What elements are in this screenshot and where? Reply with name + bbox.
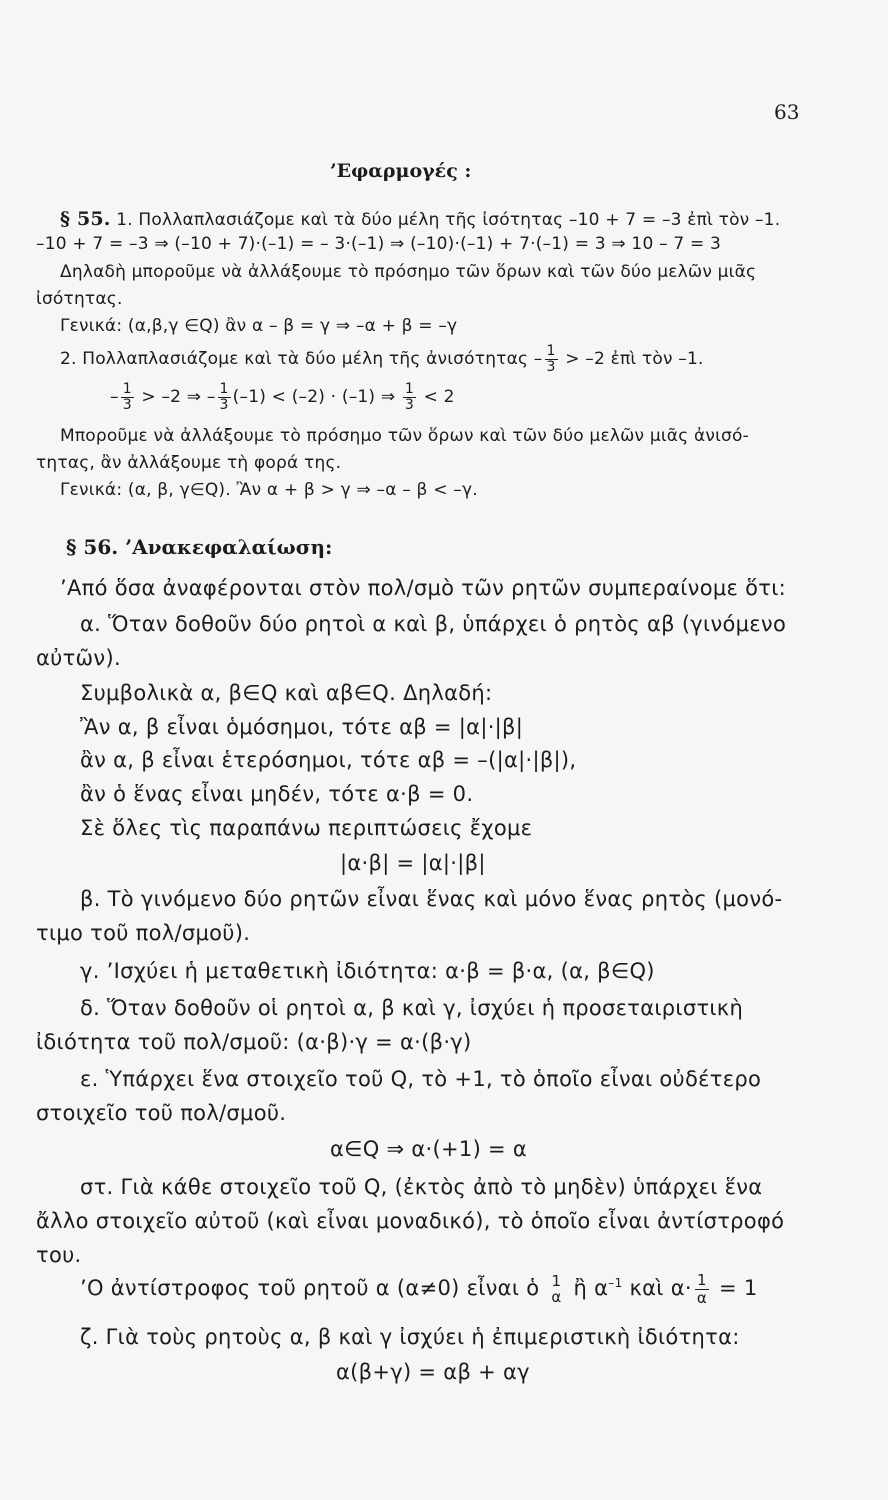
s55-line-1: [60, 210, 780, 229]
s55-p1-text: 1. Πολλαπλασιάζομε καὶ τὰ δύο μέλη τῆς ἰσότητας –10 + 7 = –3 ἐπὶ τὸν –1.: [110, 210, 781, 230]
s55-label: § 55.: [60, 208, 111, 230]
fraction-denominator: 3: [122, 396, 132, 413]
s56-line-3: αὐτῶν).: [36, 646, 121, 670]
fraction-numerator: 1: [404, 381, 415, 397]
fraction-denominator: 3: [546, 358, 556, 375]
fraction-numerator: 1: [219, 381, 229, 397]
s56-line-23: α(β+γ) = αβ + αγ: [336, 1360, 530, 1384]
s56-line-10: β. Τὸ γινόμενο δύο ρητῶν εἶναι ἕνας καὶ μόνο ἕνας ρητὸς (μονό-: [80, 887, 783, 911]
s55-line-4: ἰσότητας.: [36, 289, 123, 309]
s56-line-1: ’Από ὅσα ἀναφέρονται στὸν πολ/σμὸ τῶν ρητῶν συμπεραίνομε ὅτι:: [60, 576, 787, 600]
s56-line-2: α. Ὅταν δοθοῦν δύο ρητοὶ α καὶ β, ὑπάρχει ὁ ρητὸς αβ (γινόμενο: [80, 612, 787, 636]
inverse-text: ’Ο ἀντίστροφος τοῦ ρητοῦ α (α≠0) εἶναι ὁ: [80, 1276, 540, 1300]
inverse-result: = 1: [712, 1276, 758, 1300]
fraction-denominator: α: [696, 1288, 708, 1307]
fraction-one-third: [218, 382, 231, 412]
s56-line-12: γ. ’Ισχύει ἡ μεταθετικὴ ἰδιότητα: α·β = β·α, (α, β∈Q): [80, 959, 655, 983]
inverse-alt: ἢ α: [573, 1276, 609, 1300]
s55-line-5: Γενικά: (α,β,γ ∈Q) ἂν α – β = γ ⇒ –α + β = –γ: [60, 316, 458, 336]
fraction-numerator: 1: [122, 381, 132, 397]
inverse-exponent: –1: [608, 1276, 623, 1290]
s56-line-16: στοιχεῖο τοῦ πολ/σμοῦ.: [36, 1101, 287, 1125]
s56-line-9: |α·β| = |α|·|β|: [340, 851, 486, 875]
s56-line-7: ἂν ὁ ἕνας εἶναι μηδέν, τότε α·β = 0.: [80, 782, 474, 806]
fraction-one-third: [403, 382, 416, 412]
s56-line-5: Ἂν α, β εἶναι ὁμόσημοι, τότε αβ = |α|·|β|: [80, 715, 524, 739]
s56-line-6: ἂν α, β εἶναι ἑτερόσημοι, τότε αβ = –(|α|·|β|),: [80, 748, 577, 772]
fraction-denominator: α: [551, 1288, 562, 1306]
s55-line-8: Μποροῦμε νὰ ἀλλάξουμε τὸ πρόσημο τῶν ὅρων καὶ τῶν δύο μελῶν μιᾶς ἀνισό-: [60, 426, 749, 446]
fraction-numerator: 1: [551, 1271, 562, 1290]
s55-line-9: τητας, ἂν ἀλλάξουμε τὴ φορά της.: [36, 453, 342, 473]
s55-line-10: Γενικά: (α, β, γ∈Q). Ἂν α + β > γ ⇒ –α – β < –γ.: [60, 480, 478, 500]
s55-line-2: –10 + 7 = –3 ⇒ (–10 + 7)·(–1) = – 3·(–1) ⇒ (–10)·(–1) + 7·(–1) = 3 ⇒ 10 – 7 = 3: [36, 234, 722, 254]
fraction-one-third: [545, 344, 558, 374]
s55-p2-text-end: > –2 ἐπὶ τὸν –1.: [559, 349, 704, 370]
applications-heading: ’Εφαρμογές :: [330, 160, 472, 182]
fraction-numerator: 1: [546, 343, 556, 359]
s56-line-21: [80, 1272, 758, 1306]
s55-p2-text: 2. Πολλαπλασιάζομε καὶ τὰ δύο μέλη τῆς ἀνισότητας –: [60, 349, 543, 370]
inverse-and: καὶ α·: [622, 1276, 692, 1300]
page-number: 63: [774, 100, 800, 124]
s55-line-3: Δηλαδὴ μποροῦμε νὰ ἀλλάξουμε τὸ πρόσημο τῶν ὅρων καὶ τῶν δύο μελῶν μιᾶς: [60, 262, 757, 282]
fraction-denominator: 3: [219, 396, 229, 413]
s56-line-4: Συμβολικὰ α, β∈Q καὶ αβ∈Q. Δηλαδή:: [80, 681, 493, 705]
s56-line-17: α∈Q ⇒ α·(+1) = α: [330, 1137, 528, 1161]
ineq-part-d: < 2: [418, 387, 455, 408]
s55-line-6: [60, 344, 704, 374]
fraction-one-third: [121, 382, 134, 412]
fraction-numerator: 1: [695, 1272, 709, 1290]
s56-line-15: ε. Ὑπάρχει ἕνα στοιχεῖο τοῦ Q, τὸ +1, τὸ ὁποῖο εἶναι οὐδέτερο: [80, 1067, 762, 1091]
fraction-denominator: 3: [404, 396, 415, 413]
s56-heading: § 56. ’Ανακεφαλαίωση:: [66, 535, 333, 559]
s56-line-20: του.: [36, 1243, 82, 1267]
fraction-one-over-alpha: [549, 1273, 563, 1306]
s56-line-13: δ. Ὅταν δοθοῦν οἱ ρητοὶ α, β καὶ γ, ἰσχύει ἡ προσεταιριστικὴ: [80, 996, 744, 1020]
ineq-part-c: (–1) < (–2) · (–1) ⇒: [232, 387, 401, 408]
s56-line-18: στ. Γιὰ κάθε στοιχεῖο τοῦ Q, (ἐκτὸς ἀπὸ τὸ μηδὲν) ὑπάρχει ἕνα: [80, 1175, 763, 1199]
s56-line-22: ζ. Γιὰ τοὺς ρητοὺς α, β καὶ γ ἰσχύει ἡ ἐπιμεριστικὴ ἰδιότητα:: [80, 1325, 740, 1349]
s56-line-11: τιμο τοῦ πολ/σμοῦ).: [36, 921, 251, 945]
s56-line-8: Σὲ ὅλες τὶς παραπάνω περιπτώσεις ἔχομε: [80, 816, 533, 840]
s56-line-14: ἰδιότητα τοῦ πολ/σμοῦ: (α·β)·γ = α·(β·γ): [36, 1030, 472, 1054]
fraction-one-over-alpha: [695, 1272, 709, 1306]
ineq-part-a: –: [110, 387, 119, 408]
s55-inequality-chain: [110, 382, 455, 412]
s56-line-19: ἄλλο στοιχεῖο αὐτοῦ (καὶ εἶναι μοναδικό), τὸ ὁποῖο εἶναι ἀντίστροφό: [36, 1209, 785, 1233]
ineq-part-b: > –2 ⇒ –: [135, 387, 216, 408]
